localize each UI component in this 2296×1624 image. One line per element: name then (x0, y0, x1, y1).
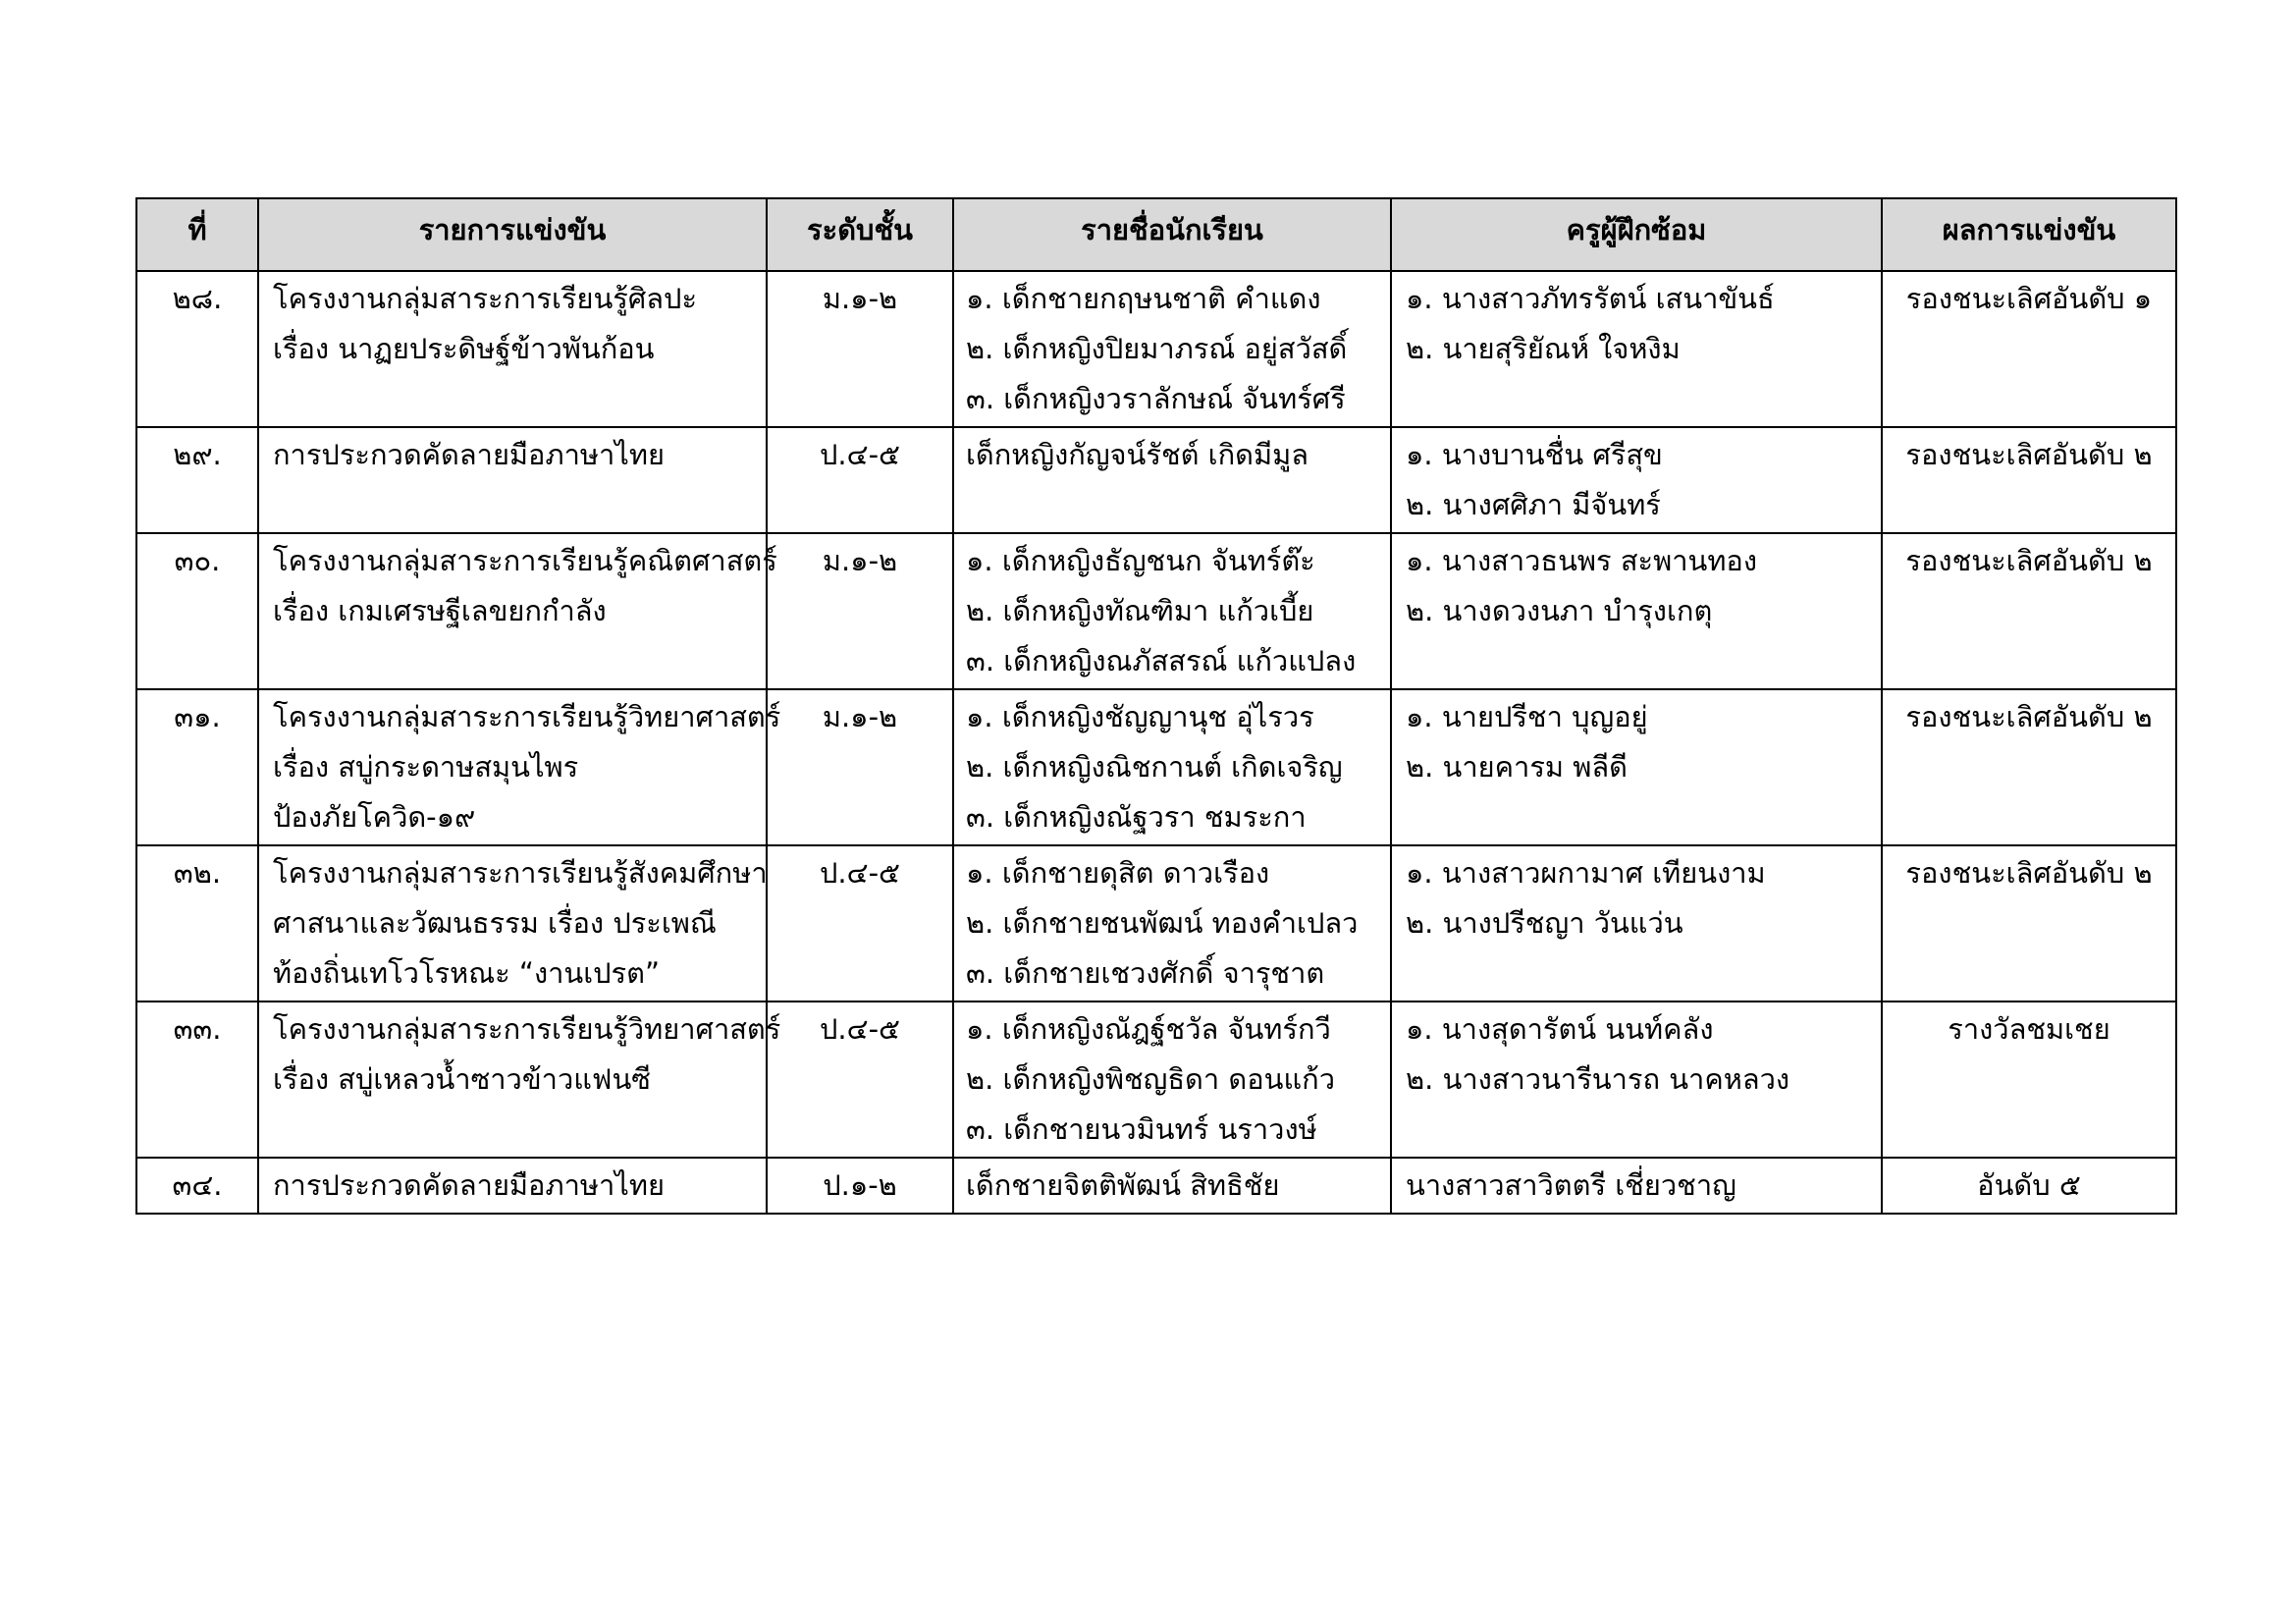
header-row (136, 198, 2176, 271)
cell-result-text: อันดับ ๕ (1977, 1168, 2081, 1202)
cell-event-line: เรื่อง สบู่เหลวน้ำซาวข้าวแฟนซี (273, 1062, 651, 1096)
cell-students (953, 845, 1391, 1001)
cell-coaches (1391, 1001, 1882, 1158)
cell-coaches (1391, 689, 1882, 845)
cell-no-text: ๓๔. (172, 1168, 223, 1202)
cell-result (1882, 533, 2176, 689)
cell-result (1882, 1001, 2176, 1158)
cell-no (136, 271, 258, 427)
cell-level (767, 427, 953, 533)
cell-event-line: โครงงานกลุ่มสาระการเรียนรู้วิทยาศาสตร์ (273, 700, 781, 733)
cell-coaches-line: ๑. นางสาวผกามาศ เทียนงาม (1406, 856, 1766, 890)
cell-event (258, 1001, 781, 1158)
cell-no (136, 533, 258, 689)
cell-students-line: ๑. เด็กชายกฤษนชาติ คำแดง (966, 282, 1321, 315)
table-row (136, 1001, 2176, 1158)
table-row (136, 689, 2176, 845)
cell-level-text: ม.๑-๒ (822, 282, 898, 315)
cell-event-line: โครงงานกลุ่มสาระการเรียนรู้ศิลปะ (273, 282, 698, 315)
cell-coaches-line: ๒. นางสาวนารีนารถ นาคหลวง (1406, 1062, 1790, 1096)
table-row (136, 271, 2176, 427)
cell-coaches-line: ๑. นางบานชื่น ศรีสุข (1406, 438, 1663, 471)
cell-coaches-line: ๑. นางสาวธนพร สะพานทอง (1406, 544, 1758, 577)
cell-students (953, 533, 1391, 689)
cell-students-line: ๓. เด็กหญิงวราลักษณ์ จันทร์ศรี (966, 382, 1346, 415)
cell-event-line: เรื่อง นาฏยประดิษฐ์ข้าวพันก้อน (273, 332, 655, 365)
header-event: รายการแข่งขัน (258, 198, 767, 271)
cell-students-line: ๓. เด็กหญิงณภัสสรณ์ แก้วแปลง (966, 644, 1357, 677)
cell-no-text: ๓๓. (173, 1012, 222, 1046)
cell-event-line: โครงงานกลุ่มสาระการเรียนรู้คณิตศาสตร์ (273, 544, 777, 577)
header-no: ที่ (136, 198, 258, 271)
cell-students-line: ๓. เด็กหญิงณัฐวรา ชมระกา (966, 800, 1307, 834)
cell-event-line: เรื่อง สบู่กระดาษสมุนไพร (273, 750, 579, 784)
cell-no-text: ๓๒. (173, 856, 222, 890)
cell-level (767, 1158, 953, 1214)
header-result: ผลการแข่งขัน (1882, 198, 2176, 271)
cell-event (258, 271, 767, 427)
cell-coaches-line: ๑. นางสาวภัทรรัตน์ เสนาขันธ์ (1406, 282, 1775, 315)
cell-result-text: รองชนะเลิศอันดับ ๒ (1905, 544, 2153, 577)
cell-level (767, 845, 953, 1001)
cell-event-line: การประกวดคัดลายมือภาษาไทย (273, 1168, 665, 1202)
cell-event-line: โครงงานกลุ่มสาระการเรียนรู้สังคมศึกษา (273, 856, 768, 890)
cell-no-text: ๓๑. (174, 700, 221, 733)
cell-result-text: รองชนะเลิศอันดับ ๑ (1905, 282, 2153, 315)
cell-students (953, 689, 1391, 845)
cell-event-line: เรื่อง เกมเศรษฐีเลขยกกำลัง (273, 594, 607, 627)
table-header (136, 198, 2176, 271)
header-level: ระดับชั้น (767, 198, 953, 271)
cell-no (136, 427, 258, 533)
cell-event-line: ท้องถิ่นเทโวโรหณะ “งานเปรต” (273, 956, 660, 990)
cell-result (1882, 689, 2176, 845)
cell-students (953, 427, 1391, 533)
cell-result (1882, 271, 2176, 427)
cell-result (1882, 427, 2176, 533)
cell-level-text: ม.๑-๒ (822, 544, 898, 577)
cell-coaches (1391, 427, 1882, 533)
cell-result-text: รองชนะเลิศอันดับ ๒ (1905, 856, 2153, 890)
cell-students-line: ๓. เด็กชายเชวงศักดิ์ จารุชาต (966, 956, 1325, 990)
cell-no (136, 1001, 258, 1158)
header-coaches: ครูผู้ฝึกซ้อม (1391, 198, 1882, 271)
cell-no (136, 689, 258, 845)
cell-coaches-line: ๒. นางปรีชญา วันแว่น (1406, 906, 1683, 940)
cell-students-line: เด็กชายจิตติพัฒน์ สิทธิชัย (966, 1168, 1280, 1202)
cell-level (767, 271, 953, 427)
cell-result-text: รองชนะเลิศอันดับ ๒ (1905, 700, 2153, 733)
cell-students (953, 1001, 1391, 1158)
cell-no-text: ๒๘. (172, 282, 223, 315)
cell-no (136, 845, 258, 1001)
cell-event-line: ป้องภัยโควิด-๑๙ (273, 800, 476, 834)
cell-students (953, 271, 1391, 427)
cell-coaches-line: ๒. นายคารม พลีดี (1406, 750, 1628, 784)
cell-students (953, 1158, 1391, 1214)
cell-level-text: ป.๔-๕ (820, 1012, 900, 1046)
results-table (135, 197, 2177, 1215)
cell-event (258, 845, 767, 1001)
cell-students-line: ๑. เด็กหญิงธัญชนก จันทร์ต๊ะ (966, 544, 1315, 577)
cell-result (1882, 1158, 2176, 1214)
cell-level (767, 533, 953, 689)
cell-event-line: โครงงานกลุ่มสาระการเรียนรู้วิทยาศาสตร์ (273, 1012, 781, 1046)
cell-coaches-line: ๑. นายปรีชา บุญอยู่ (1406, 700, 1648, 733)
cell-students-line: ๒. เด็กหญิงณิชกานต์ เกิดเจริญ (966, 750, 1343, 784)
cell-coaches (1391, 533, 1882, 689)
cell-event (258, 689, 781, 845)
cell-level-text: ป.๑-๒ (823, 1168, 897, 1202)
cell-students-line: เด็กหญิงกัญจน์รัชต์ เกิดมีมูล (966, 438, 1308, 471)
cell-no (136, 1158, 258, 1214)
cell-students-line: ๑. เด็กหญิงชัญญานุช อุ่ไรวร (966, 700, 1314, 733)
cell-event (258, 1158, 767, 1214)
cell-level-text: ป.๔-๕ (820, 856, 900, 890)
cell-coaches-line: ๒. นายสุริยัณห์ ใจหงิม (1406, 332, 1681, 365)
cell-students-line: ๒. เด็กหญิงทัณฑิมา แก้วเบี้ย (966, 594, 1314, 627)
cell-event (258, 533, 777, 689)
cell-event (258, 427, 767, 533)
cell-coaches-line: ๒. นางศศิภา มีจันทร์ (1406, 488, 1661, 521)
cell-result (1882, 845, 2176, 1001)
cell-students-line: ๑. เด็กชายดุสิต ดาวเรือง (966, 856, 1270, 890)
cell-no-text: ๓๐. (174, 544, 221, 577)
cell-event-line: ศาสนาและวัฒนธรรม เรื่อง ประเพณี (273, 906, 717, 940)
cell-level (767, 1001, 953, 1158)
table-row (136, 845, 2176, 1001)
table-row (136, 1158, 2176, 1214)
cell-no-text: ๒๙. (173, 438, 222, 471)
cell-result-text: รางวัลชมเชย (1948, 1012, 2110, 1046)
cell-coaches-line: นางสาวสาวิตตรี เชี่ยวชาญ (1406, 1168, 1736, 1202)
header-students: รายชื่อนักเรียน (953, 198, 1391, 271)
cell-students-line: ๒. เด็กหญิงพิชญธิดา ดอนแก้ว (966, 1062, 1335, 1096)
cell-level-text: ม.๑-๒ (822, 700, 898, 733)
cell-coaches-line: ๒. นางดวงนภา บำรุงเกตุ (1406, 594, 1713, 627)
cell-students-line: ๑. เด็กหญิงณัฎฐ์ชวัล จันทร์กวี (966, 1012, 1331, 1046)
cell-result-text: รองชนะเลิศอันดับ ๒ (1905, 438, 2153, 471)
cell-coaches (1391, 1158, 1882, 1214)
table-row (136, 427, 2176, 533)
cell-coaches-line: ๑. นางสุดารัตน์ นนท์คลัง (1406, 1012, 1714, 1046)
table-body (136, 271, 2176, 1214)
cell-coaches (1391, 845, 1882, 1001)
cell-students-line: ๒. เด็กหญิงปิยมาภรณ์ อยู่สวัสดิ์ (966, 332, 1348, 365)
cell-coaches (1391, 271, 1882, 427)
cell-students-line: ๒. เด็กชายชนพัฒน์ ทองคำเปลว (966, 906, 1359, 940)
table-row (136, 533, 2176, 689)
cell-level-text: ป.๔-๕ (820, 438, 900, 471)
cell-level (767, 689, 953, 845)
cell-event-line: การประกวดคัดลายมือภาษาไทย (273, 438, 665, 471)
cell-students-line: ๓. เด็กชายนวมินทร์ นราวงษ์ (966, 1112, 1317, 1146)
